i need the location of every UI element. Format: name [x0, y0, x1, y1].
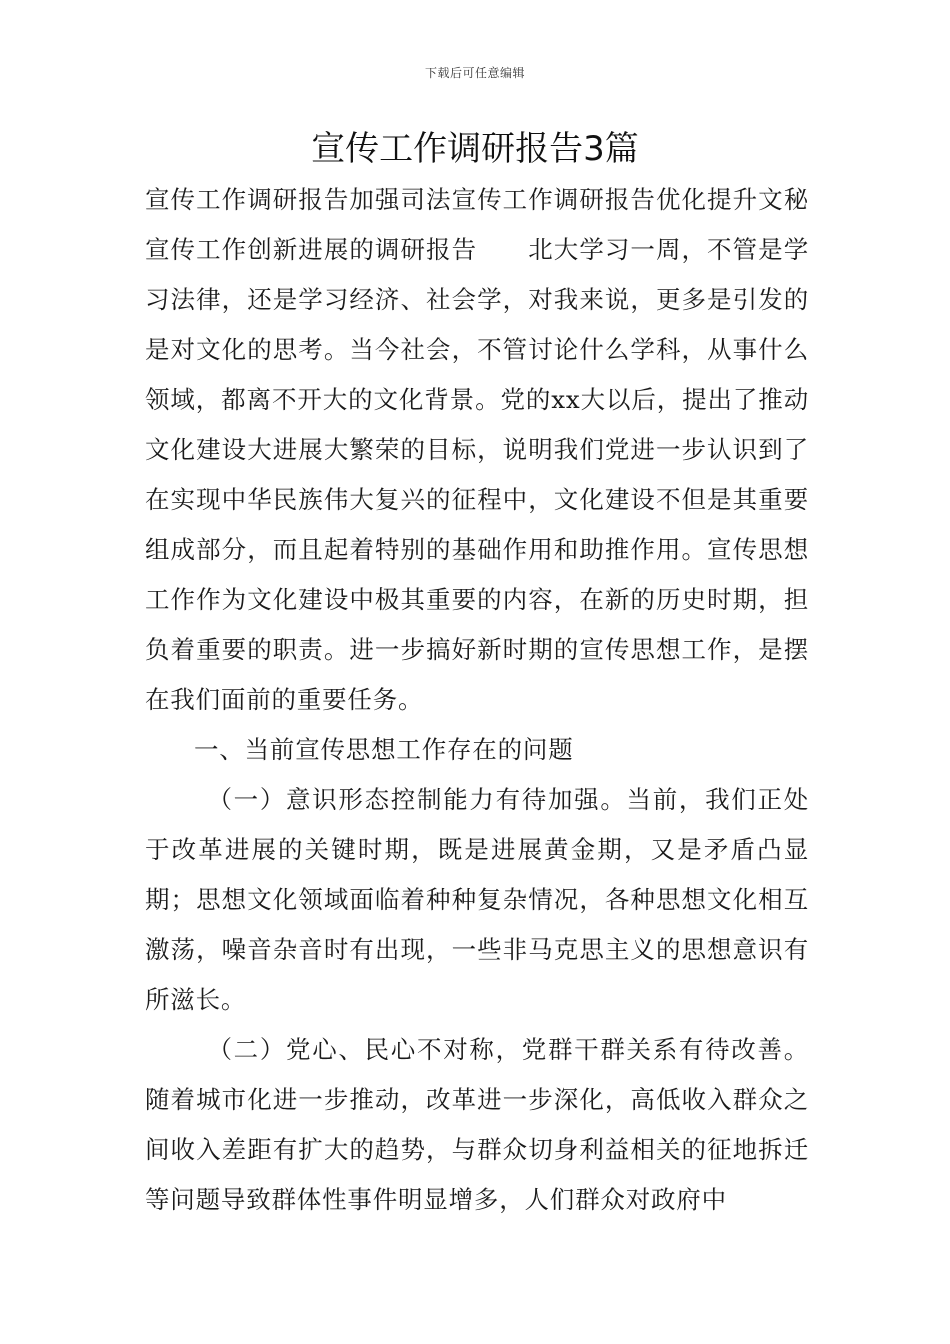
document-body [145, 175, 809, 1225]
section-heading: 一、当前宣传思想工作存在的问题 [194, 735, 574, 764]
body-paragraph: （二）党心、民心不对称，党群干群关系有待改善。随着城市化进一步推动，改革进一步深化，高低收入群众之间收入差距有扩大的趋势，与群众切身利益相关的征地拆迁等问题导致群体性事件明显增多，人们群众对政府中 [145, 1035, 809, 1214]
document-title: 宣传工作调研报告3篇 [311, 129, 639, 169]
body-paragraph: （一）意识形态控制能力有待加强。当前，我们正处于改革进展的关键时期，既是进展黄金期，又是矛盾凸显期；思想文化领域面临着种种复杂情况，各种思想文化相互激荡，噪音杂音时有出现，一些非马克思主义的思想意识有所滋长。 [145, 785, 809, 1014]
download-note: 下载后可任意编辑 [424, 66, 525, 80]
intro-paragraph: 宣传工作调研报告加强司法宣传工作调研报告优化提升文秘宣传工作创新进展的调研报告 北大学习一周，不管是学习法律，还是学习经济、社会学，对我来说，更多是引发的是对文化的思考。当今社会，不管讨论什么学科，从事什么领域，都离不开大的文化背景。党的xx大以后，提出了推动文化建设大进展大繁荣的目标，说明我们党进一步认识到了在实现中华民族伟大复兴的征程中，文化建设不但是其重要组成部分，而且起着特别的基础作用和助推作用。宣传思想工作作为文化建设中极其重要的内容，在新的历史时期，担负着重要的职责。进一步搞好新时期的宣传思想工作，是摆在我们面前的重要任务。 [145, 185, 809, 714]
